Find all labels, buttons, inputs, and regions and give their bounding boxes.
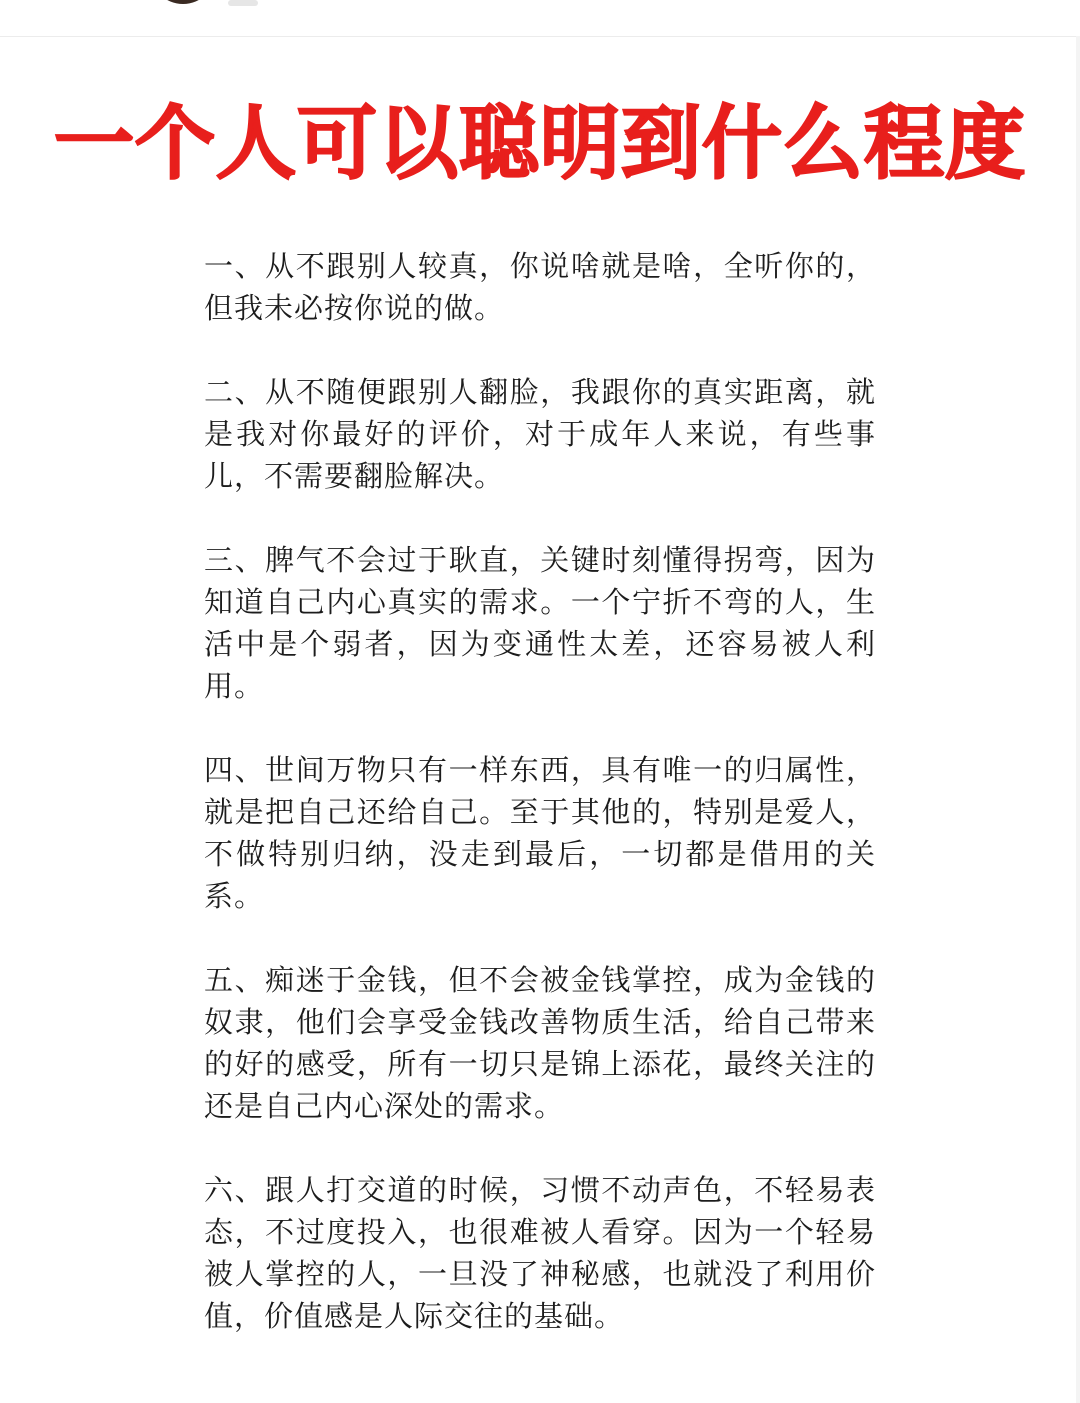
top-bar-handle bbox=[228, 0, 258, 6]
right-edge bbox=[1076, 36, 1080, 1403]
paragraph-6: 六、跟人打交道的时候，习惯不动声色，不轻易表态，不过度投入，也很难被人看穿。因为一个轻易被人掌控的人，一旦没了神秘感，也就没了利用价值，价值感是人际交往的基础。 bbox=[204, 1173, 876, 1333]
paragraph-4: 四、世间万物只有一样东西，具有唯一的归属性，就是把自己还给自己。至于其他的，特别是爱人，不做特别归纳，没走到最后，一切都是借用的关系。 bbox=[204, 753, 876, 913]
avatar[interactable] bbox=[150, 0, 216, 4]
paragraph-2: 二、从不随便跟别人翻脸，我跟你的真实距离，就是我对你最好的评价，对于成年人来说，有些事儿，不需要翻脸解决。 bbox=[204, 375, 876, 493]
paragraph-5: 五、痴迷于金钱，但不会被金钱掌控，成为金钱的奴隶，他们会享受金钱改善物质生活，给自己带来的好的感受，所有一切只是锦上添花，最终关注的还是自己内心深处的需求。 bbox=[204, 963, 876, 1123]
paragraph-1: 一、从不跟别人较真，你说啥就是啥，全听你的，但我未必按你说的做。 bbox=[204, 249, 876, 325]
article-body bbox=[204, 245, 876, 1379]
top-bar bbox=[0, 0, 1080, 37]
article-title: 一个人可以聪明到什么程度 bbox=[54, 97, 1026, 190]
paragraph-3: 三、脾气不会过于耿直，关键时刻懂得拐弯，因为知道自己内心真实的需求。一个宁折不弯的人，生活中是个弱者，因为变通性太差，还容易被人利用。 bbox=[204, 543, 876, 703]
